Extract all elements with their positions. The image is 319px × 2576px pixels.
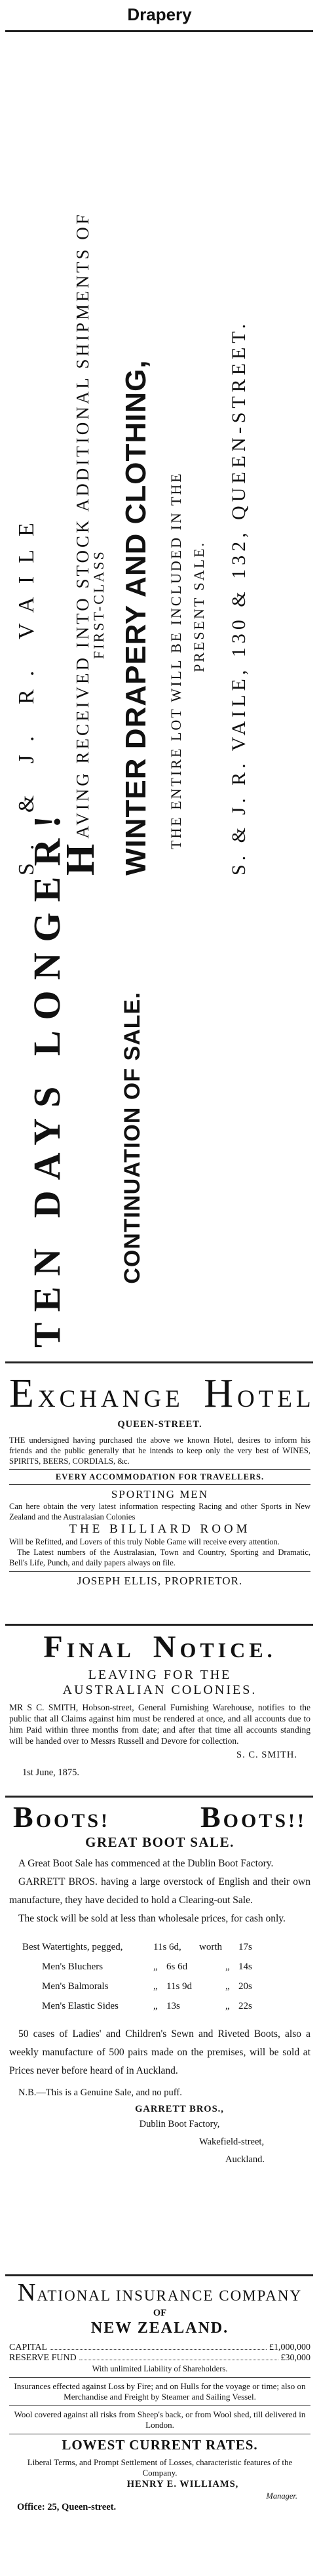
price-item: Men's Elastic Sides: [42, 2001, 119, 2011]
hotel-intro: THE undersigned having purchased the above we known Hotel, desires to inform his friends and the public generally that he intends to keep only the very best of WINES, SPIRITS, BEERS, CORDIALS, &c.: [9, 1436, 310, 1466]
insurance-manager: HENRY E. WILLIAMS,: [126, 2479, 239, 2489]
insurance-title: [9, 2278, 310, 2307]
title-cap: N: [153, 1630, 180, 1664]
insurance-liability: With unlimited Liability of Shareholders.: [92, 2364, 228, 2373]
price-regular: 17s: [238, 1942, 252, 1952]
continuation-text: CONTINUATION OF SALE.: [120, 992, 145, 1284]
notice-signature: S. C. SMITH.: [236, 1750, 297, 1760]
firm-name: S. & J. R. VAILE: [14, 510, 39, 875]
price-table: [9, 1937, 310, 2016]
price-ditto: „: [153, 1981, 158, 1992]
first-class: FIRST-CLASS: [90, 550, 107, 659]
title-word: ATIONAL INSURANCE COMPANY: [37, 2287, 303, 2304]
having-text: AVING RECEIVED INTO STOCK ADDITIONAL SHIPMENTS OF: [73, 212, 92, 839]
great-boot-sale: GREAT BOOT SALE.: [85, 1834, 235, 1850]
exchange-hotel-ad: [9, 1371, 315, 1588]
reserve-label: RESERVE FUND: [9, 2353, 77, 2363]
present-sale: PRESENT SALE.: [191, 541, 207, 672]
price-item: Men's Bluchers: [42, 1962, 103, 1972]
boot-note: N.B.—This is a Genuine Sale, and no puff.: [18, 2087, 182, 2098]
winter-drapery: WINTER DRAPERY AND CLOTHING,: [120, 359, 152, 875]
price-row: [22, 1977, 310, 1996]
price-sale: 11s 6d,: [153, 1942, 181, 1952]
price-worth: „: [225, 1981, 230, 1992]
title-cap: E: [9, 1371, 38, 1416]
price-worth: „: [225, 2001, 230, 2011]
price-item: Men's Balmorals: [42, 1981, 109, 1992]
boot-p4: 50 cases of Ladies' and Children's Sewn and Riveted Boots, also a weekly manufacture of 500 pairs made on the premises, will be sold at Prices never before heard of in Auckland.: [9, 2028, 310, 2076]
entire-lot: THE ENTIRE LOT WILL BE INCLUDED IN THE: [168, 472, 184, 849]
boots-title: [9, 1800, 310, 1834]
notice-body: MR S C. SMITH, Hobson-street, General Furnishing Warehouse, notifies to the public that all Claims against him must be rendered at once, and all accounts due to him Paid within three months from date; and after that time all accounts standing will be handed over to Messrs Russell and Devore for collection.: [9, 1702, 310, 1746]
sporting-text: Can here obtain the very latest information respecting Racing and other Sports in New Zealand and the Australasian Colonies: [9, 1502, 310, 1521]
price-worth: worth: [199, 1942, 222, 1952]
divider: [5, 1796, 313, 1798]
price-sale: 6s 6d: [166, 1962, 188, 1972]
price-item: Best Watertights, pegged,: [22, 1942, 123, 1952]
price-sale: 13s: [166, 2001, 180, 2011]
title-cap: N: [17, 2279, 37, 2306]
boot-sale-ad: [9, 1800, 310, 2166]
sale-headline: TEN DAYS LONGER!: [26, 805, 68, 1348]
lowest-rates: LOWEST CURRENT RATES.: [62, 2437, 258, 2453]
hotel-accommodation: EVERY ACCOMMODATION FOR TRAVELLERS.: [55, 1472, 265, 1481]
price-regular: 14s: [238, 1962, 252, 1972]
hotel-street: QUEEN-STREET.: [117, 1419, 202, 1430]
divider: [5, 30, 313, 32]
insurance-p3: Liberal Terms, and Prompt Settlement of Losses, characteristic features of the Company.: [27, 2457, 293, 2478]
boot-p1: A Great Boot Sale has commenced at the Dublin Boot Factory.: [18, 1858, 274, 1869]
boot-sig3: Wakefield-street,: [199, 2137, 265, 2147]
title-word: INAL: [66, 1638, 135, 1662]
title-word: OOTS!!: [223, 1810, 307, 1832]
sporting-heading: SPORTING MEN: [111, 1488, 209, 1500]
capital-value: £1,000,000: [269, 2343, 310, 2352]
insurance-p1: Insurances effected against Loss by Fire; and on Hulls for the voyage or time; also on Merchandise and Freight by Steamer and Sailing Vessel.: [14, 2381, 306, 2402]
title-word: OOTS!: [35, 1810, 111, 1832]
reserve-value: £30,000: [280, 2353, 310, 2363]
continuation-col: [5, 805, 313, 1348]
boot-sig1: GARRETT BROS.,: [135, 2104, 224, 2114]
insurance-p2: Wool covered against all risks from Sheep's back, or from Wool shed, till delivered in London.: [14, 2409, 306, 2430]
price-regular: 22s: [238, 2001, 252, 2011]
billiard-text: Will be Refitted, and Lovers of this truly Noble Game will receive every attention.: [9, 1537, 280, 1546]
insurance-office: Office: 25, Queen-street.: [17, 2502, 117, 2512]
boot-p2: GARRETT BROS. having a large overstock of English and their own manufacture, they have decided to hold a Clearing-out Sale.: [9, 1876, 310, 1906]
title-word: XCHANGE: [37, 1386, 184, 1413]
notice-title: [9, 1629, 310, 1665]
title-word: OTEL: [237, 1386, 315, 1413]
stock-col: [5, 62, 313, 875]
newspapers-text: The Latest numbers of the Australasian, Town and Country, Sporting and Dramatic, Bell's Life, Punch, and daily papers always on file.: [9, 1548, 310, 1567]
price-row: [22, 1937, 310, 1957]
insurance-ad: [9, 2278, 310, 2514]
price-worth: „: [225, 1962, 230, 1972]
boots-left: [13, 1800, 110, 1834]
sale-address: S. & J. R. VAILE, 130 & 132, QUEEN-STREET.: [228, 319, 250, 875]
insurance-nz: NEW ZEALAND.: [90, 2320, 229, 2337]
billiard-heading: THE BILLIARD ROOM: [69, 1522, 251, 1536]
section-header: Drapery: [127, 5, 192, 24]
divider: [5, 1361, 313, 1363]
boot-sig2: Dublin Boot Factory,: [139, 2119, 220, 2129]
capital-row: [9, 2343, 310, 2353]
title-cap: F: [43, 1630, 67, 1664]
hotel-title: [9, 1371, 315, 1417]
sale-advert: [5, 49, 313, 1354]
price-row: [22, 1957, 310, 1977]
title-word: OTICE.: [179, 1638, 276, 1662]
title-cap: B: [13, 1800, 36, 1834]
title-cap: B: [200, 1800, 223, 1834]
title-cap: H: [204, 1371, 238, 1416]
price-sale: 11s 9d: [166, 1981, 193, 1992]
divider: [5, 1624, 313, 1626]
final-notice-ad: [9, 1629, 310, 1779]
insurance-manager-title: Manager.: [266, 2491, 297, 2501]
reserve-row: [9, 2353, 310, 2364]
price-row: [22, 1996, 310, 2016]
boots-right: [200, 1800, 307, 1834]
insurance-of: OF: [153, 2308, 167, 2318]
price-regular: 20s: [238, 1981, 252, 1992]
notice-leaving: LEAVING FOR THE AUSTRALIAN COLONIES.: [62, 1668, 257, 1697]
divider: [5, 2274, 313, 2276]
price-ditto: „: [153, 2001, 158, 2011]
price-ditto: „: [153, 1962, 158, 1972]
capital-label: CAPITAL: [9, 2343, 47, 2352]
boot-sig4: Auckland.: [225, 2154, 265, 2165]
boot-p3: The stock will be sold at less than wholesale prices, for cash only.: [18, 1913, 286, 1924]
hotel-proprietor: JOSEPH ELLIS, PROPRIETOR.: [77, 1575, 243, 1587]
notice-date: 1st June, 1875.: [22, 1767, 79, 1778]
drop-cap: H: [58, 841, 103, 875]
